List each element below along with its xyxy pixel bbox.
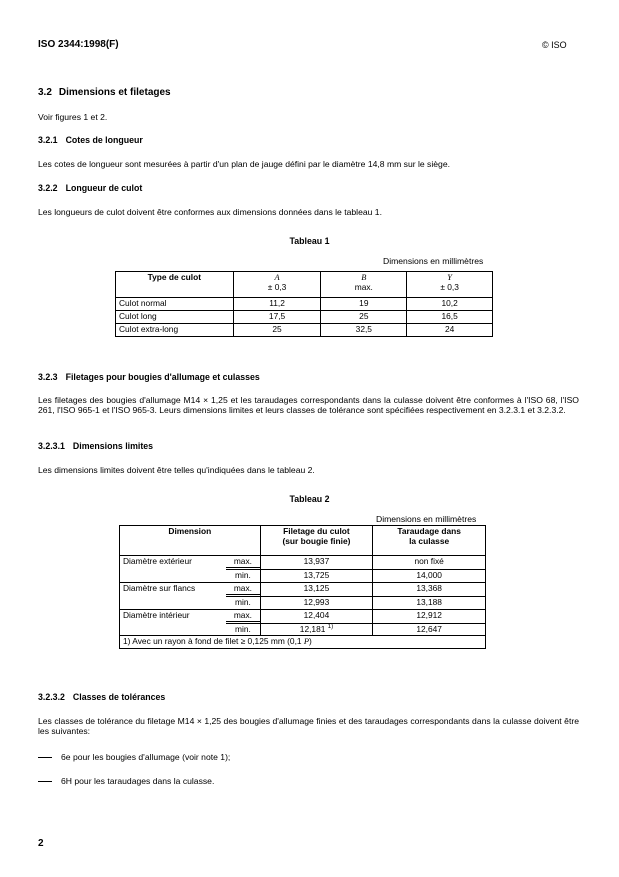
cell: Culot normal — [116, 298, 234, 311]
cell: 19 — [321, 298, 407, 311]
limit-cell — [226, 556, 260, 570]
tolerance: ± 0,3 — [267, 281, 287, 292]
section-number: 3.2 — [38, 87, 52, 98]
row-label: Diamètre intérieur — [120, 609, 227, 636]
header-dimension: Dimension — [120, 526, 261, 556]
symbol-A: A — [274, 273, 280, 282]
cell: non fixé — [373, 556, 486, 570]
section-heading-3-2-3-2 — [38, 692, 165, 702]
paragraph: Voir figures 1 et 2. — [38, 112, 108, 122]
header-line: (sur bougie finie) — [282, 535, 351, 546]
footnote-ref: 1) — [327, 623, 334, 630]
cell: 17,5 — [233, 310, 321, 323]
table-header-row — [116, 272, 493, 298]
section-heading-3-2-1 — [38, 135, 143, 145]
header-taraudage — [373, 526, 486, 556]
row-label: Diamètre extérieur — [120, 556, 227, 583]
table-1 — [115, 271, 493, 337]
table-row — [116, 298, 493, 311]
cell — [260, 623, 373, 636]
symbol-Y: Y — [447, 273, 452, 282]
section-heading-3-2-3 — [38, 372, 260, 382]
cell: 13,725 — [260, 569, 373, 582]
table-1-caption: Tableau 1 — [289, 236, 330, 246]
header-Y — [407, 272, 493, 298]
limit-label: min. — [234, 569, 251, 580]
section-number: 3.2.3.1 — [38, 441, 65, 451]
section-heading-3-2 — [38, 87, 171, 99]
section-title: Classes de tolérances — [72, 692, 166, 702]
cell: 10,2 — [407, 298, 493, 311]
header-filetage-du-culot — [260, 526, 373, 556]
cell: 32,5 — [321, 323, 407, 336]
cell: 13,125 — [260, 582, 373, 596]
table-1-units: Dimensions en millimètres — [383, 256, 484, 266]
row-label: Diamètre sur flancs — [120, 582, 227, 609]
cell-value: 12,181 — [299, 623, 326, 634]
limit-cell — [226, 569, 260, 582]
paragraph: Les cotes de longueur sont mesurées à partir d'un plan de jauge défini par le diamètre 14,8 mm sur le siège. — [38, 159, 450, 169]
cell: 14,000 — [373, 569, 486, 582]
section-number: 3.2.1 — [38, 135, 58, 145]
cell: Culot long — [116, 310, 234, 323]
table-2-caption: Tableau 2 — [289, 494, 330, 504]
header-A — [233, 272, 321, 298]
cell: 13,368 — [373, 582, 486, 596]
copyright-notice: © ISO — [542, 40, 567, 50]
table-row — [120, 556, 486, 570]
paragraph: Les dimensions limites doivent être telles qu'indiquées dans le tableau 2. — [38, 465, 315, 475]
limit-label: max. — [226, 557, 259, 568]
cell: 25 — [233, 323, 321, 336]
footnote-symbol-P: P — [303, 637, 310, 647]
paragraph: Les classes de tolérance du filetage M14 × 1,25 des bougies d'allumage finies et des taraudages correspondants dans la culasse doivent être les suivantes: — [38, 716, 579, 737]
section-number: 3.2.2 — [38, 183, 58, 193]
page-number: 2 — [38, 838, 44, 849]
limit-cell — [226, 609, 260, 623]
header-B — [321, 272, 407, 298]
table-footnote-row — [120, 636, 486, 649]
cell: 25 — [321, 310, 407, 323]
list-item — [38, 776, 214, 786]
footnote-text-end: ) — [309, 636, 312, 647]
cell: 16,5 — [407, 310, 493, 323]
section-title: Longueur de culot — [65, 183, 143, 193]
header-line: Taraudage dans — [397, 526, 461, 536]
cell: 13,937 — [260, 556, 373, 570]
list-item-text: 6e pour les bougies d'allumage (voir note 1); — [61, 752, 231, 762]
header-line: la culasse — [409, 535, 450, 546]
symbol-B: B — [361, 273, 367, 282]
dash-bullet — [38, 757, 52, 758]
cell: 11,2 — [233, 298, 321, 311]
dash-bullet — [38, 781, 52, 782]
table-row — [116, 323, 493, 336]
section-title: Filetages pour bougies d'allumage et culasses — [65, 372, 260, 382]
limit-label: max. — [226, 611, 259, 622]
section-title: Cotes de longueur — [65, 135, 143, 145]
cell: 12,647 — [373, 623, 486, 636]
section-number: 3.2.3.2 — [38, 692, 65, 702]
table-2 — [119, 525, 486, 649]
footnote-text: 1) Avec un rayon à fond de filet ≥ 0,125 mm (0,1 — [123, 636, 304, 647]
table-row — [116, 310, 493, 323]
limit-label: min. — [234, 623, 251, 634]
paragraph: Les longueurs de culot doivent être conformes aux dimensions données dans le tableau 1. — [38, 207, 382, 217]
table-row — [120, 609, 486, 623]
document-id: ISO 2344:1998(F) — [38, 39, 119, 50]
section-title: Dimensions et filetages — [58, 87, 171, 98]
section-number: 3.2.3 — [38, 372, 58, 382]
table-2-units: Dimensions en millimètres — [376, 514, 477, 524]
cell: 12,993 — [260, 596, 373, 609]
limit-cell — [226, 596, 260, 609]
section-heading-3-2-3-1 — [38, 441, 153, 451]
limit-label: max. — [226, 584, 259, 595]
cell: 13,188 — [373, 596, 486, 609]
limit-cell — [226, 582, 260, 596]
limit-label: min. — [234, 596, 251, 607]
cell: 24 — [407, 323, 493, 336]
cell: Culot extra-long — [116, 323, 234, 336]
list-item-text: 6H pour les taraudages dans la culasse. — [61, 776, 215, 786]
list-item — [38, 752, 230, 762]
cell: 12,404 — [260, 609, 373, 623]
paragraph: Les filetages des bougies d'allumage M14 × 1,25 et les taraudages correspondants dans la culasse doivent être conformes à l'ISO 68, l'ISO 261, l'ISO 965-1 et l'ISO 965-3. Leurs dimensions limites et leurs classes de tolérance sont spécifiées respectivement en 3.2.3.1 et 3.2.3.2. — [38, 395, 579, 416]
table-footnote — [120, 636, 486, 649]
limit-cell — [226, 623, 260, 636]
tolerance: ± 0,3 — [440, 281, 459, 292]
table-row — [120, 582, 486, 596]
header-line: Filetage du culot — [283, 526, 350, 536]
table-header-row — [120, 526, 486, 556]
header-type-de-culot: Type de culot — [116, 272, 234, 298]
tolerance: max. — [354, 281, 373, 292]
section-title: Dimensions limites — [72, 441, 154, 451]
section-heading-3-2-2 — [38, 183, 142, 193]
cell: 12,912 — [373, 609, 486, 623]
